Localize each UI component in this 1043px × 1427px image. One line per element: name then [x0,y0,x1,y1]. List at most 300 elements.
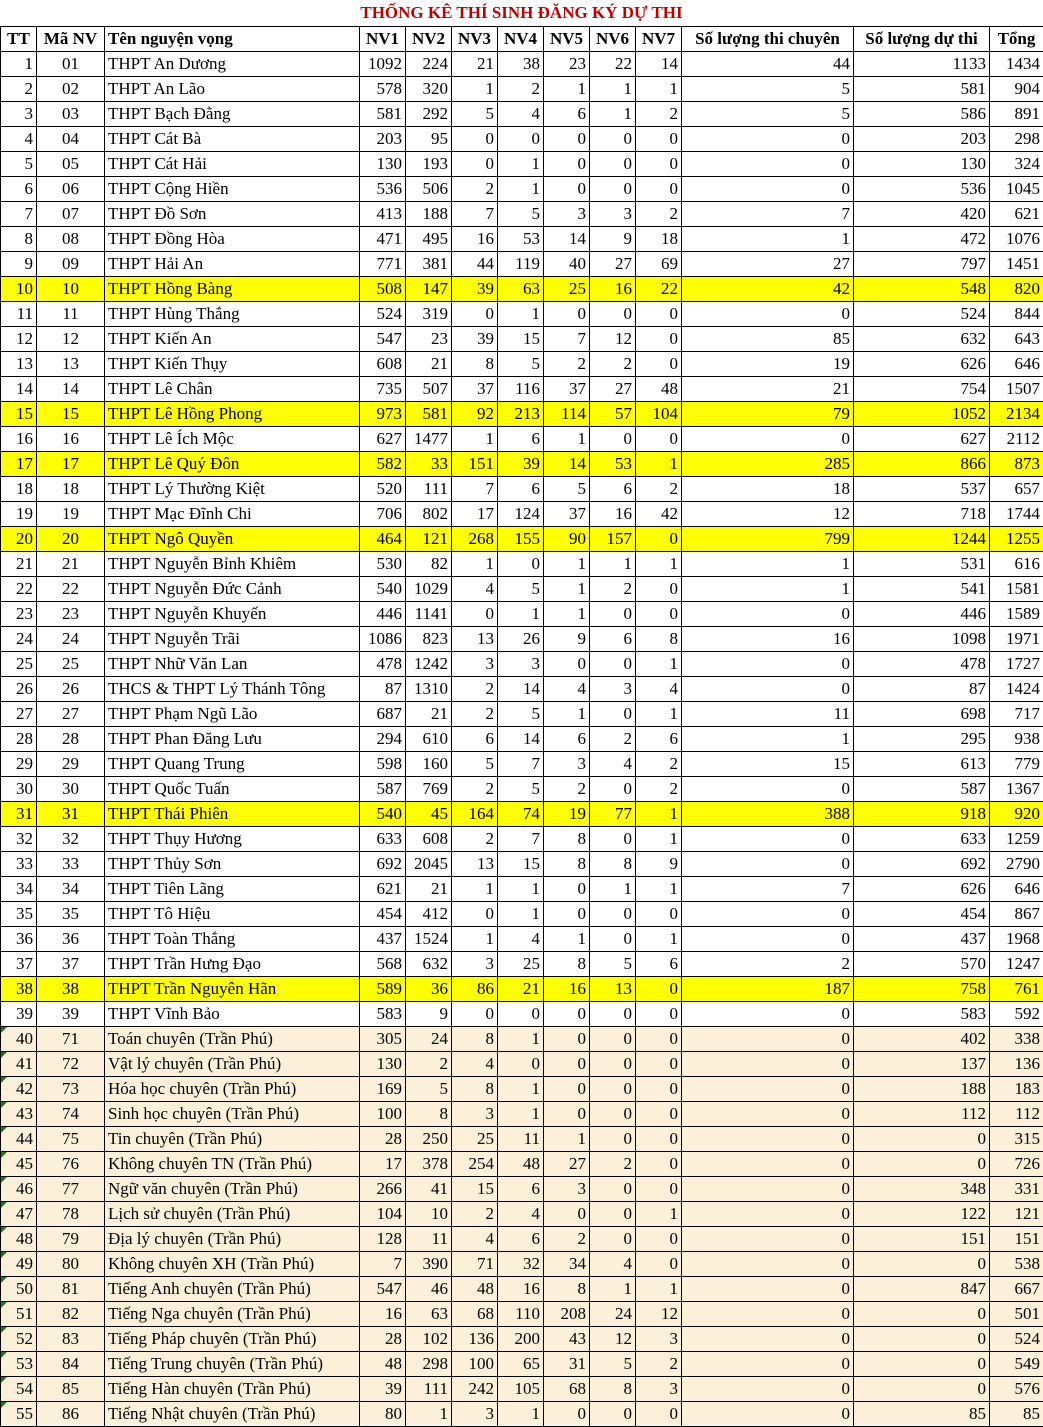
cell-nv3: 25 [452,1127,498,1152]
cell-nv1: 294 [360,727,406,752]
cell-nv3: 13 [452,627,498,652]
cell-ten-nguyen-vong: THPT Ngô Quyền [105,527,360,552]
cell-nv6: 6 [590,627,636,652]
cell-nv3: 254 [452,1152,498,1177]
cell-ten-nguyen-vong: Ngữ văn chuyên (Trần Phú) [105,1177,360,1202]
cell-ma-nv: 01 [37,52,105,77]
cell-nv1: 589 [360,977,406,1002]
cell-nv1: 454 [360,902,406,927]
cell-tt: 20 [1,527,37,552]
cell-so-luong-thi-chuyen: 7 [682,202,854,227]
cell-nv6: 16 [590,502,636,527]
cell-nv5: 1 [544,602,590,627]
cell-ten-nguyen-vong: Tiếng Hàn chuyên (Trần Phú) [105,1377,360,1402]
cell-ma-nv: 17 [37,452,105,477]
cell-nv2: 581 [406,402,452,427]
cell-so-luong-thi-chuyen: 44 [682,52,854,77]
cell-ten-nguyen-vong: THPT An Lão [105,77,360,102]
cell-tt: 34 [1,877,37,902]
cell-so-luong-thi-chuyen: 0 [682,1377,854,1402]
cell-ma-nv: 24 [37,627,105,652]
table-row [1,577,1043,602]
cell-nv6: 0 [590,152,636,177]
cell-nv2: 1029 [406,577,452,602]
cell-tong: 151 [990,1227,1043,1252]
cell-nv2: 160 [406,752,452,777]
cell-nv3: 39 [452,327,498,352]
cell-ma-nv: 75 [37,1127,105,1152]
cell-nv3: 2 [452,177,498,202]
cell-so-luong-du-thi: 1133 [854,52,990,77]
cell-nv6: 6 [590,477,636,502]
cell-so-luong-du-thi: 541 [854,577,990,602]
cell-nv6: 1 [590,102,636,127]
cell-ma-nv: 31 [37,802,105,827]
cell-ma-nv: 18 [37,477,105,502]
table-row [1,102,1043,127]
cell-nv5: 9 [544,627,590,652]
cell-tong: 867 [990,902,1043,927]
cell-nv5: 1 [544,577,590,602]
cell-nv1: 581 [360,102,406,127]
cell-nv4: 32 [498,1252,544,1277]
cell-nv5: 0 [544,127,590,152]
cell-ten-nguyen-vong: THPT Kiến Thụy [105,352,360,377]
cell-so-luong-thi-chuyen: 0 [682,602,854,627]
table-row [1,952,1043,977]
cell-nv5: 0 [544,152,590,177]
cell-ma-nv: 82 [37,1302,105,1327]
cell-nv7: 2 [636,752,682,777]
cell-tt: 26 [1,677,37,702]
cell-nv3: 86 [452,977,498,1002]
cell-ten-nguyen-vong: Không chuyên XH (Trần Phú) [105,1252,360,1277]
cell-ten-nguyen-vong: THPT Kiến An [105,327,360,352]
cell-ma-nv: 25 [37,652,105,677]
cell-so-luong-thi-chuyen: 0 [682,1002,854,1027]
cell-nv2: 111 [406,1377,452,1402]
cell-tt: 2 [1,77,37,102]
cell-tong: 1247 [990,952,1043,977]
cell-tt: 53 [1,1352,37,1377]
cell-ma-nv: 21 [37,552,105,577]
cell-nv7: 2 [636,1352,682,1377]
cell-ma-nv: 30 [37,777,105,802]
cell-nv1: 28 [360,1327,406,1352]
cell-nv7: 0 [636,427,682,452]
cell-ten-nguyen-vong: THPT Lê Chân [105,377,360,402]
cell-nv3: 136 [452,1327,498,1352]
cell-tong: 920 [990,802,1043,827]
cell-so-luong-thi-chuyen: 0 [682,652,854,677]
cell-nv2: 823 [406,627,452,652]
cell-ma-nv: 06 [37,177,105,202]
cell-so-luong-thi-chuyen: 0 [682,1277,854,1302]
cell-nv1: 471 [360,227,406,252]
cell-nv2: 1477 [406,427,452,452]
cell-nv1: 128 [360,1227,406,1252]
cell-tong: 2790 [990,852,1043,877]
cell-tong: 1076 [990,227,1043,252]
cell-ten-nguyen-vong: Tiếng Pháp chuyên (Trần Phú) [105,1327,360,1352]
table-row [1,1302,1043,1327]
cell-so-luong-du-thi: 536 [854,177,990,202]
cell-tong: 1744 [990,502,1043,527]
cell-so-luong-du-thi: 626 [854,352,990,377]
cell-nv5: 14 [544,227,590,252]
cell-nv3: 3 [452,1402,498,1427]
cell-nv2: 769 [406,777,452,802]
cell-nv5: 3 [544,202,590,227]
cell-nv2: 495 [406,227,452,252]
cell-nv3: 39 [452,277,498,302]
cell-nv2: 250 [406,1127,452,1152]
cell-nv5: 8 [544,952,590,977]
cell-nv2: 224 [406,52,452,77]
cell-nv3: 0 [452,902,498,927]
cell-nv5: 6 [544,727,590,752]
cell-so-luong-thi-chuyen: 0 [682,1327,854,1352]
cell-nv3: 68 [452,1302,498,1327]
cell-ma-nv: 16 [37,427,105,452]
cell-ten-nguyen-vong: THPT Nhữ Văn Lan [105,652,360,677]
cell-so-luong-du-thi: 531 [854,552,990,577]
cell-tt: 52 [1,1327,37,1352]
cell-nv7: 0 [636,902,682,927]
cell-so-luong-thi-chuyen: 388 [682,802,854,827]
cell-so-luong-du-thi: 446 [854,602,990,627]
cell-nv6: 0 [590,1402,636,1427]
cell-so-luong-du-thi: 847 [854,1277,990,1302]
cell-ma-nv: 04 [37,127,105,152]
cell-ma-nv: 29 [37,752,105,777]
cell-so-luong-thi-chuyen: 0 [682,927,854,952]
cell-so-luong-du-thi: 0 [854,1327,990,1352]
cell-tt: 42 [1,1077,37,1102]
cell-nv5: 1 [544,77,590,102]
cell-nv2: 320 [406,77,452,102]
table-row [1,252,1043,277]
cell-tt: 13 [1,352,37,377]
cell-nv3: 0 [452,1002,498,1027]
cell-tong: 112 [990,1102,1043,1127]
cell-nv6: 3 [590,677,636,702]
cell-so-luong-du-thi: 188 [854,1077,990,1102]
table-row [1,227,1043,252]
cell-tt: 18 [1,477,37,502]
cell-nv2: 2045 [406,852,452,877]
cell-so-luong-du-thi: 87 [854,677,990,702]
cell-tt: 43 [1,1102,37,1127]
cell-so-luong-thi-chuyen: 21 [682,377,854,402]
table-row [1,1177,1043,1202]
cell-ma-nv: 05 [37,152,105,177]
cell-nv1: 104 [360,1202,406,1227]
cell-nv6: 22 [590,52,636,77]
cell-nv1: 568 [360,952,406,977]
cell-nv2: 82 [406,552,452,577]
cell-nv3: 268 [452,527,498,552]
cell-so-luong-thi-chuyen: 0 [682,127,854,152]
cell-nv7: 48 [636,377,682,402]
cell-tt: 19 [1,502,37,527]
cell-so-luong-du-thi: 548 [854,277,990,302]
cell-tt: 5 [1,152,37,177]
cell-nv3: 8 [452,352,498,377]
cell-nv1: 771 [360,252,406,277]
cell-nv2: 23 [406,327,452,352]
cell-nv2: 378 [406,1152,452,1177]
cell-nv3: 164 [452,802,498,827]
cell-ma-nv: 28 [37,727,105,752]
cell-nv2: 632 [406,952,452,977]
cell-so-luong-thi-chuyen: 19 [682,352,854,377]
cell-nv4: 26 [498,627,544,652]
cell-ten-nguyen-vong: THPT Quốc Tuấn [105,777,360,802]
cell-so-luong-du-thi: 613 [854,752,990,777]
cell-so-luong-thi-chuyen: 0 [682,302,854,327]
col-header-tong: Tổng [990,27,1043,52]
cell-nv3: 2 [452,777,498,802]
cell-so-luong-thi-chuyen: 0 [682,1202,854,1227]
cell-tong: 621 [990,202,1043,227]
cell-nv1: 973 [360,402,406,427]
cell-nv5: 23 [544,52,590,77]
cell-tt: 47 [1,1202,37,1227]
cell-nv7: 1 [636,877,682,902]
cell-so-luong-thi-chuyen: 0 [682,1352,854,1377]
table-row [1,1127,1043,1152]
cell-so-luong-du-thi: 698 [854,702,990,727]
cell-ma-nv: 80 [37,1252,105,1277]
cell-so-luong-du-thi: 918 [854,802,990,827]
cell-nv5: 25 [544,277,590,302]
cell-so-luong-thi-chuyen: 27 [682,252,854,277]
cell-so-luong-thi-chuyen: 0 [682,1077,854,1102]
cell-nv6: 27 [590,252,636,277]
cell-nv7: 42 [636,502,682,527]
cell-so-luong-thi-chuyen: 1 [682,552,854,577]
cell-tt: 30 [1,777,37,802]
cell-nv6: 0 [590,427,636,452]
cell-so-luong-du-thi: 633 [854,827,990,852]
cell-nv6: 0 [590,1027,636,1052]
cell-nv4: 16 [498,1277,544,1302]
cell-nv4: 15 [498,852,544,877]
cell-nv4: 116 [498,377,544,402]
cell-nv7: 0 [636,1052,682,1077]
cell-ma-nv: 20 [37,527,105,552]
table-row [1,677,1043,702]
cell-nv6: 0 [590,177,636,202]
cell-ma-nv: 22 [37,577,105,602]
cell-nv4: 1 [498,902,544,927]
cell-nv4: 21 [498,977,544,1002]
col-header-nv6: NV6 [590,27,636,52]
cell-nv1: 17 [360,1152,406,1177]
cell-nv3: 2 [452,702,498,727]
cell-nv4: 0 [498,1052,544,1077]
cell-nv6: 0 [590,127,636,152]
cell-ten-nguyen-vong: THPT Thủy Sơn [105,852,360,877]
cell-nv4: 14 [498,677,544,702]
cell-tong: 938 [990,727,1043,752]
cell-tong: 873 [990,452,1043,477]
cell-so-luong-thi-chuyen: 0 [682,1302,854,1327]
cell-ten-nguyen-vong: THPT Thái Phiên [105,802,360,827]
cell-tong: 904 [990,77,1043,102]
cell-nv6: 4 [590,1252,636,1277]
cell-nv7: 1 [636,77,682,102]
cell-ten-nguyen-vong: THPT Lê Ích Mộc [105,427,360,452]
cell-so-luong-du-thi: 587 [854,777,990,802]
cell-tong: 761 [990,977,1043,1002]
cell-tong: 501 [990,1302,1043,1327]
cell-nv3: 0 [452,127,498,152]
cell-tong: 1451 [990,252,1043,277]
cell-ma-nv: 83 [37,1327,105,1352]
cell-nv6: 8 [590,1377,636,1402]
cell-tt: 36 [1,927,37,952]
cell-nv6: 0 [590,902,636,927]
cell-nv7: 0 [636,977,682,1002]
cell-nv5: 1 [544,1127,590,1152]
cell-nv6: 12 [590,1327,636,1352]
cell-nv7: 2 [636,202,682,227]
cell-tt: 46 [1,1177,37,1202]
cell-so-luong-du-thi: 295 [854,727,990,752]
cell-nv1: 203 [360,127,406,152]
cell-nv1: 735 [360,377,406,402]
cell-nv5: 0 [544,1002,590,1027]
cell-nv4: 124 [498,502,544,527]
cell-nv4: 5 [498,702,544,727]
cell-tt: 54 [1,1377,37,1402]
cell-tong: 576 [990,1377,1043,1402]
col-header-ten-nguyen-vong: Tên nguyện vọng [105,27,360,52]
cell-nv5: 2 [544,352,590,377]
cell-ten-nguyen-vong: Tiếng Nhật chuyên (Trần Phú) [105,1402,360,1427]
cell-ten-nguyen-vong: Tiếng Trung chuyên (Trần Phú) [105,1352,360,1377]
cell-ma-nv: 35 [37,902,105,927]
cell-nv5: 0 [544,1077,590,1102]
cell-nv3: 16 [452,227,498,252]
cell-so-luong-thi-chuyen: 0 [682,1177,854,1202]
cell-nv3: 3 [452,1102,498,1127]
cell-tong: 1581 [990,577,1043,602]
cell-nv2: 46 [406,1277,452,1302]
cell-tong: 1434 [990,52,1043,77]
cell-nv5: 0 [544,877,590,902]
cell-nv5: 68 [544,1377,590,1402]
table-row [1,502,1043,527]
cell-nv4: 2 [498,77,544,102]
table-row [1,477,1043,502]
cell-nv4: 74 [498,802,544,827]
cell-so-luong-thi-chuyen: 0 [682,677,854,702]
cell-tt: 45 [1,1152,37,1177]
table-row [1,1252,1043,1277]
cell-nv6: 2 [590,352,636,377]
cell-nv4: 1 [498,877,544,902]
cell-nv1: 464 [360,527,406,552]
cell-tong: 657 [990,477,1043,502]
cell-nv7: 4 [636,677,682,702]
cell-ten-nguyen-vong: Tiếng Anh chuyên (Trần Phú) [105,1277,360,1302]
cell-nv7: 1 [636,652,682,677]
cell-tt: 3 [1,102,37,127]
cell-nv4: 63 [498,277,544,302]
cell-nv5: 0 [544,302,590,327]
cell-nv7: 1 [636,802,682,827]
col-header-ma-nv: Mã NV [37,27,105,52]
cell-tt: 50 [1,1277,37,1302]
table-row [1,302,1043,327]
cell-nv1: 508 [360,277,406,302]
table-row [1,1202,1043,1227]
cell-so-luong-du-thi: 0 [854,1377,990,1402]
cell-nv3: 0 [452,152,498,177]
table-row [1,452,1043,477]
cell-nv7: 104 [636,402,682,427]
table-row [1,1402,1043,1427]
cell-tt: 39 [1,1002,37,1027]
table-row [1,377,1043,402]
cell-nv2: 292 [406,102,452,127]
cell-so-luong-du-thi: 0 [854,1152,990,1177]
cell-nv1: 536 [360,177,406,202]
table-row [1,127,1043,152]
cell-ten-nguyen-vong: THPT Trần Nguyên Hãn [105,977,360,1002]
cell-tt: 44 [1,1127,37,1152]
cell-nv6: 0 [590,702,636,727]
cell-nv6: 1 [590,552,636,577]
cell-nv7: 6 [636,727,682,752]
cell-tt: 8 [1,227,37,252]
cell-ma-nv: 38 [37,977,105,1002]
cell-nv1: 633 [360,827,406,852]
cell-nv6: 12 [590,327,636,352]
cell-nv2: 10 [406,1202,452,1227]
cell-nv3: 21 [452,52,498,77]
cell-tong: 717 [990,702,1043,727]
cell-nv5: 34 [544,1252,590,1277]
cell-nv1: 130 [360,152,406,177]
cell-tong: 726 [990,1152,1043,1177]
cell-nv3: 1 [452,77,498,102]
cell-so-luong-thi-chuyen: 0 [682,1127,854,1152]
cell-nv7: 9 [636,852,682,877]
cell-ma-nv: 74 [37,1102,105,1127]
cell-ten-nguyen-vong: THPT Phạm Ngũ Lão [105,702,360,727]
cell-nv7: 0 [636,1152,682,1177]
cell-nv1: 80 [360,1402,406,1427]
cell-nv5: 0 [544,1102,590,1127]
cell-tt: 25 [1,652,37,677]
cell-nv4: 213 [498,402,544,427]
cell-so-luong-du-thi: 570 [854,952,990,977]
cell-so-luong-thi-chuyen: 79 [682,402,854,427]
cell-nv7: 3 [636,1327,682,1352]
cell-tong: 844 [990,302,1043,327]
cell-tong: 1045 [990,177,1043,202]
cell-tt: 51 [1,1302,37,1327]
cell-nv6: 27 [590,377,636,402]
table-row [1,1327,1043,1352]
cell-nv3: 6 [452,727,498,752]
cell-nv1: 7 [360,1252,406,1277]
cell-nv2: 390 [406,1252,452,1277]
